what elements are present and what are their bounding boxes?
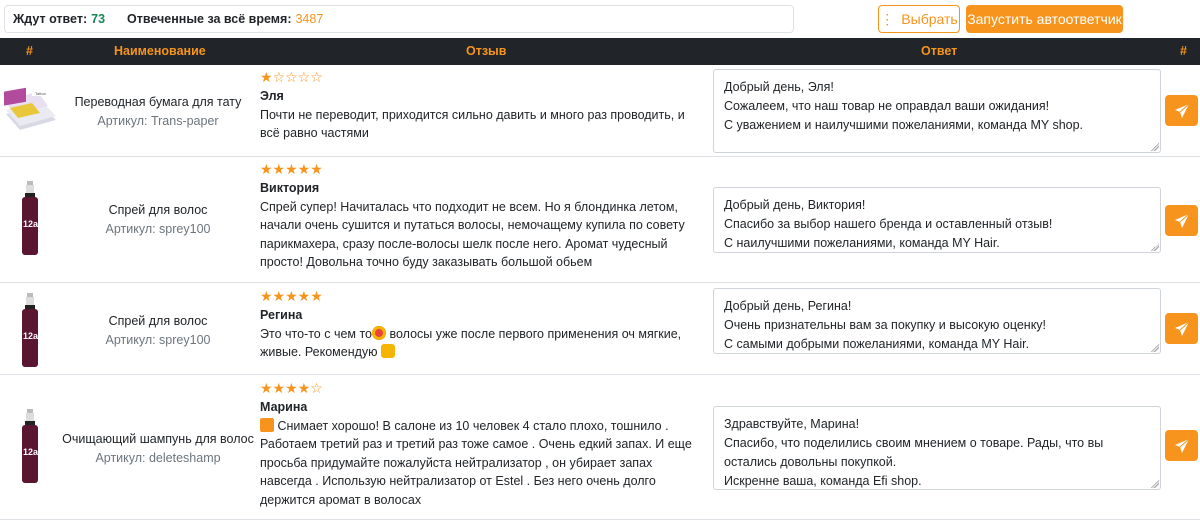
review-text <box>260 325 704 362</box>
product-sku: Артикул: Trans-paper <box>97 114 219 128</box>
send-icon <box>1174 321 1190 337</box>
rating-stars <box>260 162 704 178</box>
star-outline-icon: ☆☆☆☆ <box>272 69 323 85</box>
review-cell <box>260 289 704 362</box>
answer-textarea[interactable] <box>713 187 1161 253</box>
run-autoresponder-button[interactable]: Запустить автоответчик <box>966 5 1123 33</box>
resize-grip-icon[interactable] <box>1151 143 1159 151</box>
product-name: Спрей для волос <box>108 203 208 217</box>
product-sku: Артикул: sprey100 <box>105 222 211 236</box>
resize-grip-icon[interactable] <box>1151 243 1159 251</box>
answer-textarea[interactable] <box>713 69 1161 153</box>
answer-textarea[interactable] <box>713 288 1161 354</box>
product-sku: Артикул: deleteshamp <box>95 451 221 465</box>
rating-stars <box>260 381 704 397</box>
review-text-part: Это что-то с чем то <box>260 326 373 341</box>
spray-bottle-icon <box>0 293 60 369</box>
resize-grip-icon[interactable] <box>1151 480 1159 488</box>
waiting-count: 73 <box>91 12 106 26</box>
select-button[interactable] <box>878 5 960 33</box>
star-icon: ★★★★ <box>260 380 311 396</box>
product-cell <box>62 430 254 468</box>
answer-line: Добрый день, Виктория! <box>724 198 866 212</box>
answered-label: Отвеченные за всё время: <box>127 12 292 26</box>
svg-text:Tattoo: Tattoo <box>35 91 46 96</box>
star-outline-icon: ☆ <box>310 380 323 396</box>
review-author: Эля <box>260 89 284 103</box>
product-name: Очищающий шампунь для волос <box>62 432 254 446</box>
review-text-part: Снимает хорошо! В салоне из 10 человек 4 стало плохо, тошнило . Работаем третий раз и третий раз тоже самое . Очень едкий запах. И еще просьба придумайте пожалуйста нейтрализатор , он убирает запах навсегда . Использую нейтрализатор от Estel . Без него очень долго держится аромат в волосах <box>260 418 692 507</box>
answer-line: Искренне ваша, команда Efi shop. <box>724 474 922 488</box>
svg-text:12a: 12a <box>23 331 39 341</box>
answer-line: С самыми добрыми пожеланиями, команда MY Hair. <box>724 337 1030 351</box>
top-bar <box>0 0 1200 38</box>
send-answer-button[interactable] <box>1165 95 1198 126</box>
svg-text:12a: 12a <box>23 219 39 229</box>
answer-line: С наилучшими пожеланиями, команда MY Hair. <box>724 236 1000 250</box>
send-answer-button[interactable] <box>1165 205 1198 236</box>
picture-emoji-icon <box>260 418 274 432</box>
product-cell <box>62 312 254 350</box>
rating-stars <box>260 289 704 305</box>
answer-textarea[interactable] <box>713 406 1161 490</box>
thumbs-up-emoji-icon <box>381 344 395 358</box>
table-row <box>0 65 1200 157</box>
send-icon <box>1174 103 1190 119</box>
answer-line: Спасибо, что поделились своим мнением о товаре. Рады, что вы остались довольны покупкой. <box>724 436 1104 469</box>
send-answer-button[interactable] <box>1165 430 1198 461</box>
product-sku: Артикул: sprey100 <box>105 333 211 347</box>
shampoo-bottle-icon <box>0 409 60 485</box>
svg-text:12a: 12a <box>23 447 39 457</box>
review-text: Спрей супер! Начиталась что подходит не всем. Но я блондинка летом, начали очень сушится и путаться волосы, немочащему купила по совету парикмахера, сразу после-волосы шелк после него. Аромат чудесный просто! Довольна точно буду заказывать большой обьем <box>260 199 685 269</box>
product-name: Спрей для волос <box>108 314 208 328</box>
star-icon: ★★★★★ <box>260 288 323 304</box>
resize-grip-icon[interactable] <box>1151 344 1159 352</box>
star-icon: ★ <box>260 69 273 85</box>
review-cell <box>260 70 704 143</box>
answered-count: 3487 <box>295 12 324 26</box>
product-cell <box>62 201 254 239</box>
answer-line: Здравствуйте, Марина! <box>724 417 860 431</box>
col-header-num: # <box>26 44 33 58</box>
review-cell <box>260 381 704 509</box>
kebab-icon: ⋮ <box>880 11 894 27</box>
review-text-part: волосы уже после первого применения оч мягкие, живые. Рекомендую <box>260 326 682 359</box>
star-icon: ★★★★★ <box>260 161 323 177</box>
product-cell <box>62 93 254 131</box>
review-author: Марина <box>260 400 308 414</box>
col-header-review: Отзыв <box>466 44 507 58</box>
table-row <box>0 375 1200 520</box>
table-row <box>0 283 1200 375</box>
col-header-name: Наименование <box>114 44 206 58</box>
review-cell <box>260 162 704 272</box>
paper-pack-icon <box>0 83 60 139</box>
spray-bottle-icon <box>0 181 60 257</box>
select-button-label: Выбрать <box>901 11 958 27</box>
col-header-num-right: # <box>1180 44 1187 58</box>
waiting-label: Ждут ответ: <box>13 12 88 26</box>
answer-line: Сожалеем, что наш товар не оправдал ваши ожидания! <box>724 99 1050 113</box>
review-text: Почти не переводит, приходится сильно давить и много раз проводить, и всё равно частями <box>260 107 685 140</box>
review-text <box>260 417 704 510</box>
product-name: Переводная бумага для тату <box>74 95 242 109</box>
answer-line: С уважением и наилучшими пожеланиями, команда MY shop. <box>724 118 1084 132</box>
review-author: Виктория <box>260 181 320 195</box>
answer-line: Очень признательны вам за покупку и высокую оценку! <box>724 318 1047 332</box>
review-author: Регина <box>260 308 303 322</box>
col-header-answer: Ответ <box>921 44 958 58</box>
rating-stars <box>260 70 704 86</box>
answer-line: Добрый день, Регина! <box>724 299 852 313</box>
answer-line: Спасибо за выбор нашего бренда и оставленный отзыв! <box>724 217 1053 231</box>
stats-panel <box>4 5 794 33</box>
send-icon <box>1174 438 1190 454</box>
heart-eyes-emoji-icon <box>372 326 386 340</box>
table-header <box>0 38 1200 65</box>
send-answer-button[interactable] <box>1165 313 1198 344</box>
answer-line: Добрый день, Эля! <box>724 80 834 94</box>
send-icon <box>1174 213 1190 229</box>
table-row <box>0 157 1200 283</box>
